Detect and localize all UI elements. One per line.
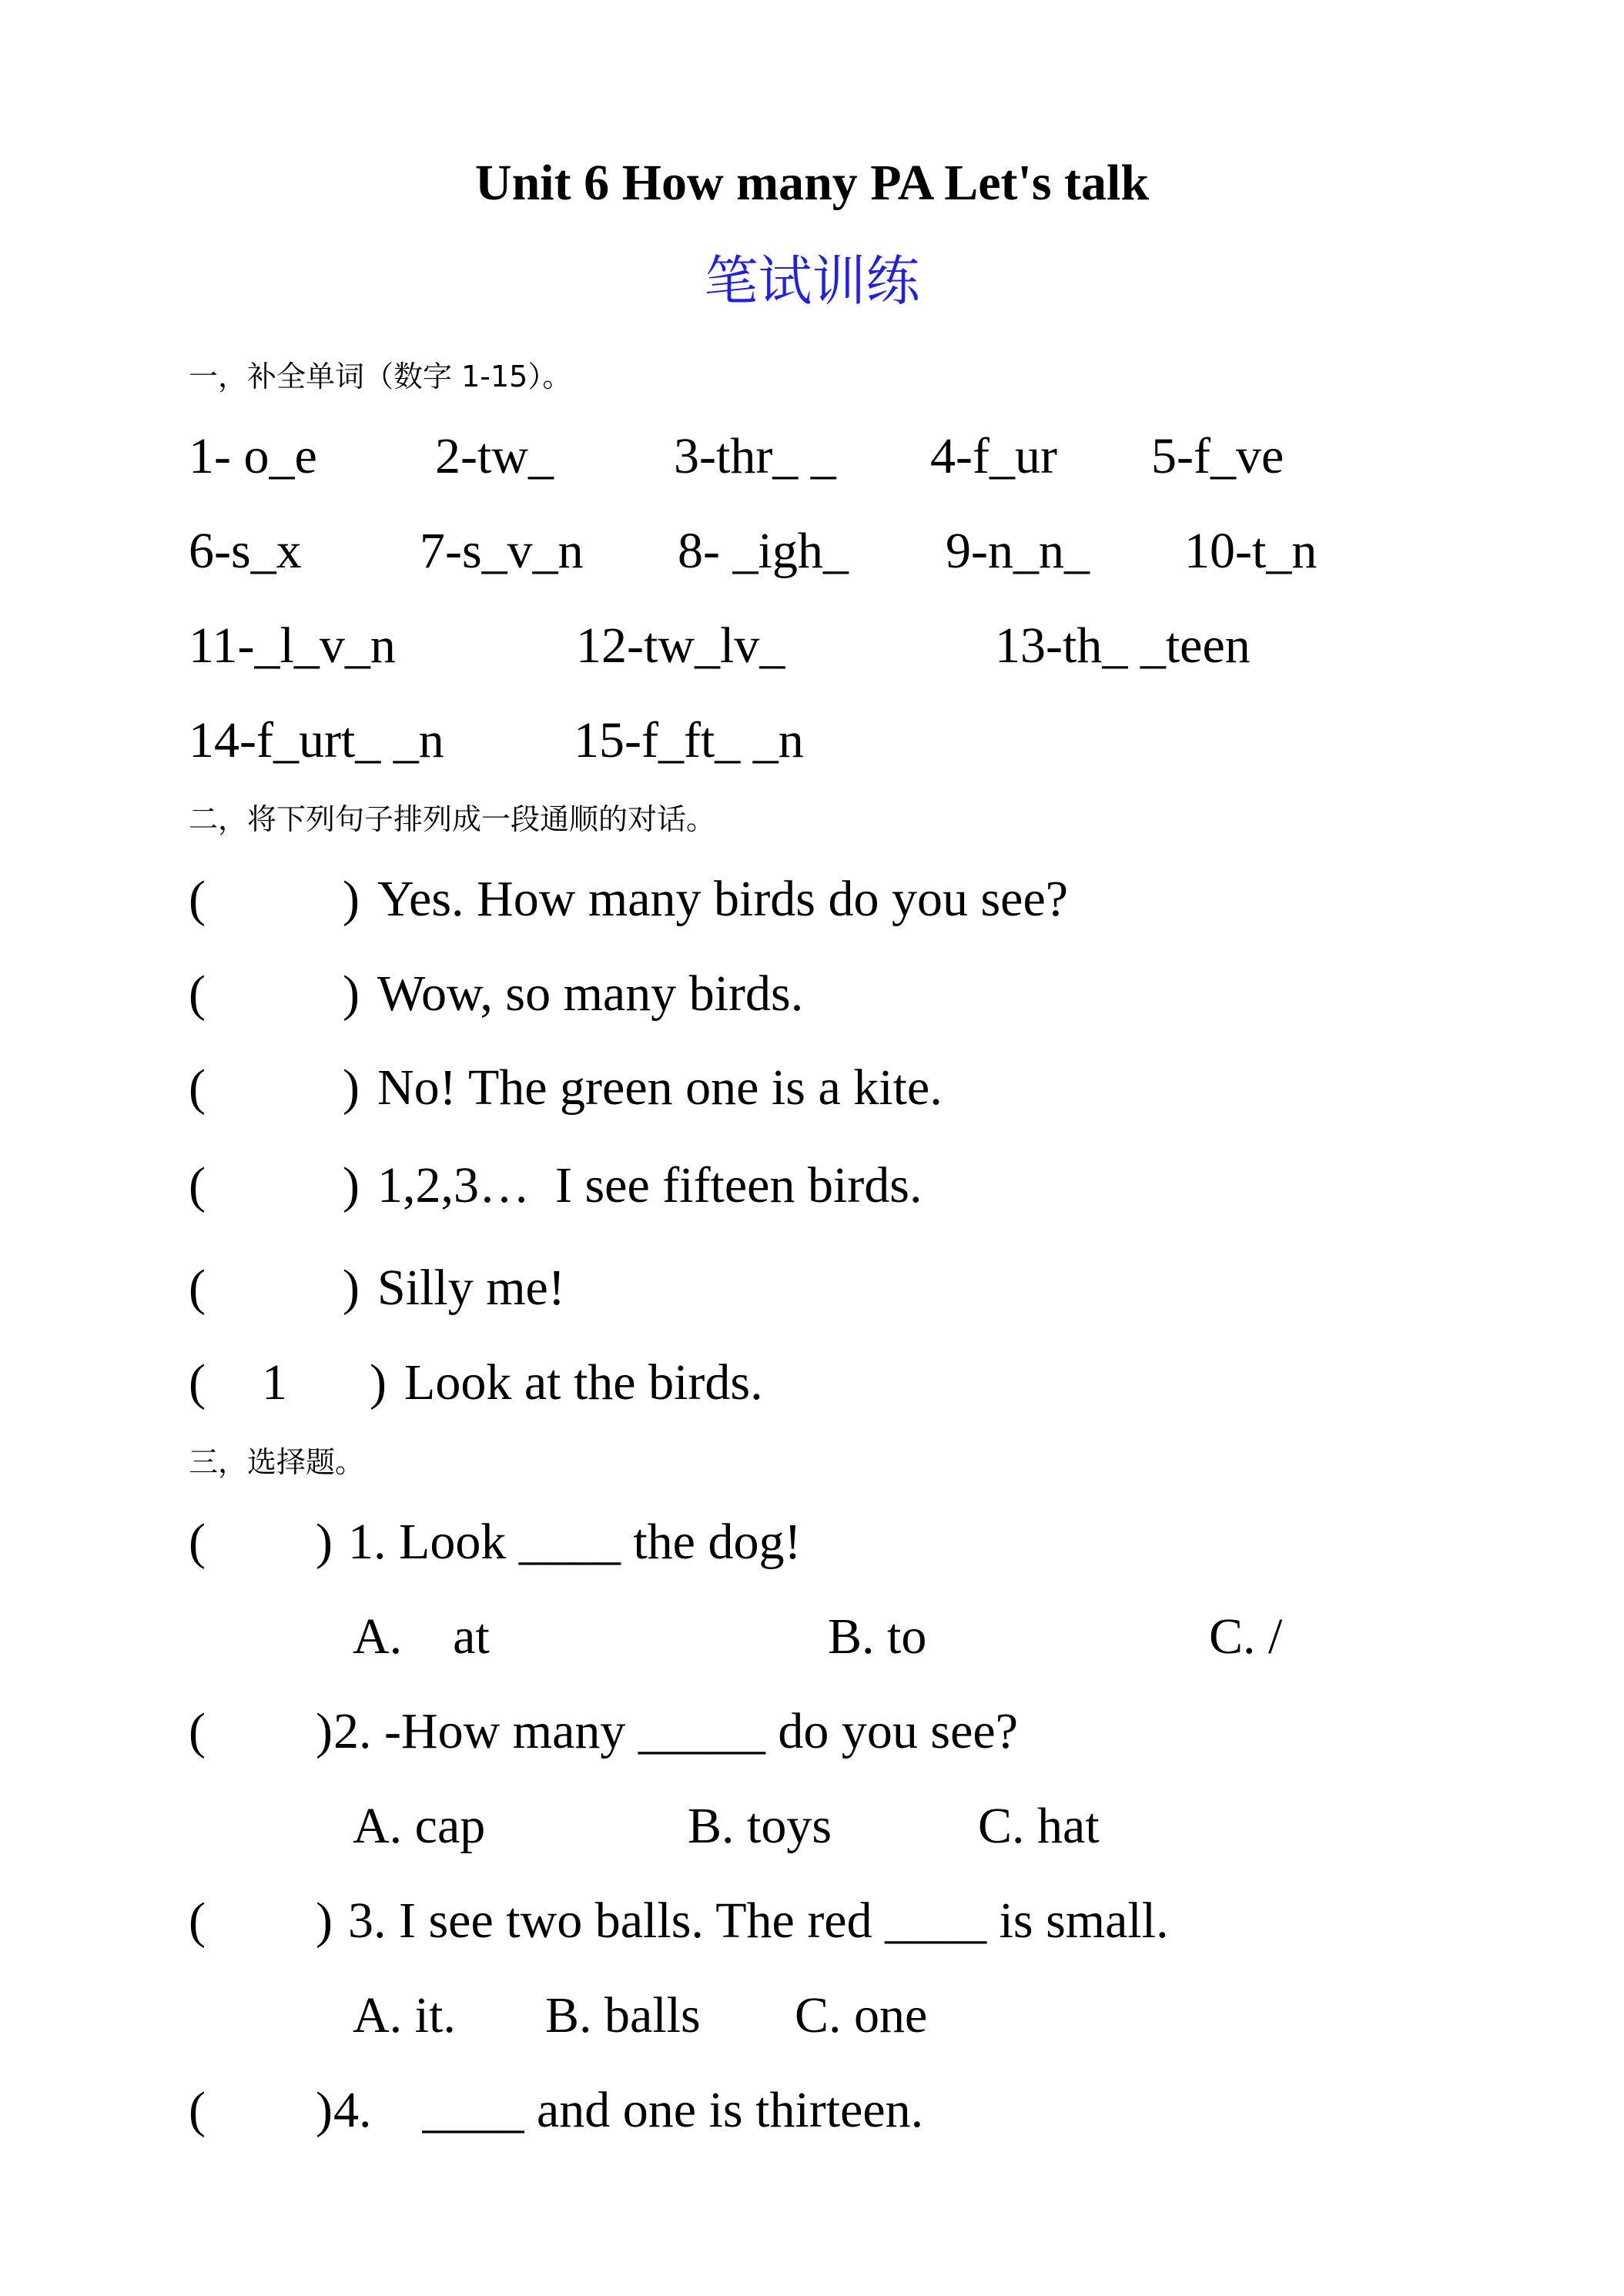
- dialogue-text: Look at the birds.: [404, 1354, 763, 1411]
- paren-open: (: [189, 1893, 206, 1949]
- section3-heading: 三，选择题。: [189, 1445, 365, 1479]
- question-text: 1. Look ____ the dog!: [348, 1514, 802, 1570]
- option-c: C. one: [795, 1987, 928, 2043]
- paren-close: ): [370, 1354, 387, 1411]
- paren-close: ): [343, 871, 360, 927]
- option-b: B. toys: [688, 1798, 832, 1854]
- word-item: 12-tw_lv_: [576, 618, 785, 674]
- word-item: 2-tw_: [435, 428, 554, 484]
- option-a: A. it.: [353, 1987, 456, 2043]
- option-c: C. hat: [978, 1798, 1100, 1854]
- option-b: B. to: [828, 1608, 927, 1665]
- dialogue-text: Yes. How many birds do you see?: [377, 871, 1069, 927]
- dialogue-text: No! The green one is a kite.: [377, 1059, 943, 1116]
- section1-heading: 一，补全单词（数字 1-15）。: [189, 360, 572, 393]
- word-item: 6-s_x: [189, 523, 302, 579]
- paren-close: ): [343, 1260, 360, 1316]
- word-item: 1- o_e: [189, 428, 317, 484]
- paren-open: (: [189, 1354, 206, 1411]
- paren-close: ): [316, 1703, 333, 1759]
- word-item: 4-f_ur: [930, 428, 1057, 484]
- answer-blank[interactable]: 1: [262, 1354, 287, 1411]
- paren-open: (: [189, 2082, 206, 2138]
- paren-open: (: [189, 871, 206, 927]
- question-text: 4. ____ and one is thirteen.: [333, 2082, 924, 2138]
- paren-open: (: [189, 1703, 206, 1759]
- question-text: 2. -How many _____ do you see?: [333, 1703, 1019, 1759]
- word-item: 10-t_n: [1184, 523, 1318, 579]
- dialogue-text: 1,2,3… I see fifteen birds.: [377, 1157, 922, 1213]
- paren-open: (: [189, 1514, 206, 1570]
- question-text: 3. I see two balls. The red ____ is small.: [348, 1893, 1169, 1949]
- dialogue-text: Wow, so many birds.: [377, 966, 804, 1022]
- word-item: 5-f_ve: [1151, 428, 1284, 484]
- paren-close: ): [316, 1893, 333, 1949]
- word-item: 11-_l_v_n: [189, 618, 396, 674]
- option-c: C. /: [1209, 1608, 1283, 1665]
- option-a: A. cap: [353, 1798, 486, 1854]
- paren-close: ): [343, 966, 360, 1022]
- paren-open: (: [189, 1157, 206, 1213]
- option-a: A. at: [353, 1608, 490, 1665]
- paren-close: ): [316, 2082, 333, 2138]
- paren-close: ): [316, 1514, 333, 1570]
- section2-heading: 二，将下列句子排列成一段通顺的对话。: [189, 802, 716, 836]
- paren-close: ): [343, 1059, 360, 1116]
- page-title: Unit 6 How many PA Let's talk: [474, 155, 1150, 211]
- word-item: 3-thr_ _: [674, 428, 836, 484]
- word-item: 9-n_n_: [946, 523, 1090, 579]
- word-item: 7-s_v_n: [420, 523, 584, 579]
- word-item: 15-f_ft_ _n: [574, 712, 804, 768]
- word-item: 13-th_ _teen: [995, 618, 1251, 674]
- paren-close: ): [343, 1157, 360, 1213]
- dialogue-text: Silly me!: [377, 1260, 565, 1316]
- paren-open: (: [189, 1260, 206, 1316]
- word-item: 8- _igh_: [678, 523, 849, 579]
- option-b: B. balls: [545, 1987, 701, 2043]
- word-item: 14-f_urt_ _n: [189, 712, 444, 768]
- page-subtitle: 笔试训练: [704, 249, 920, 313]
- paren-open: (: [189, 1059, 206, 1116]
- paren-open: (: [189, 966, 206, 1022]
